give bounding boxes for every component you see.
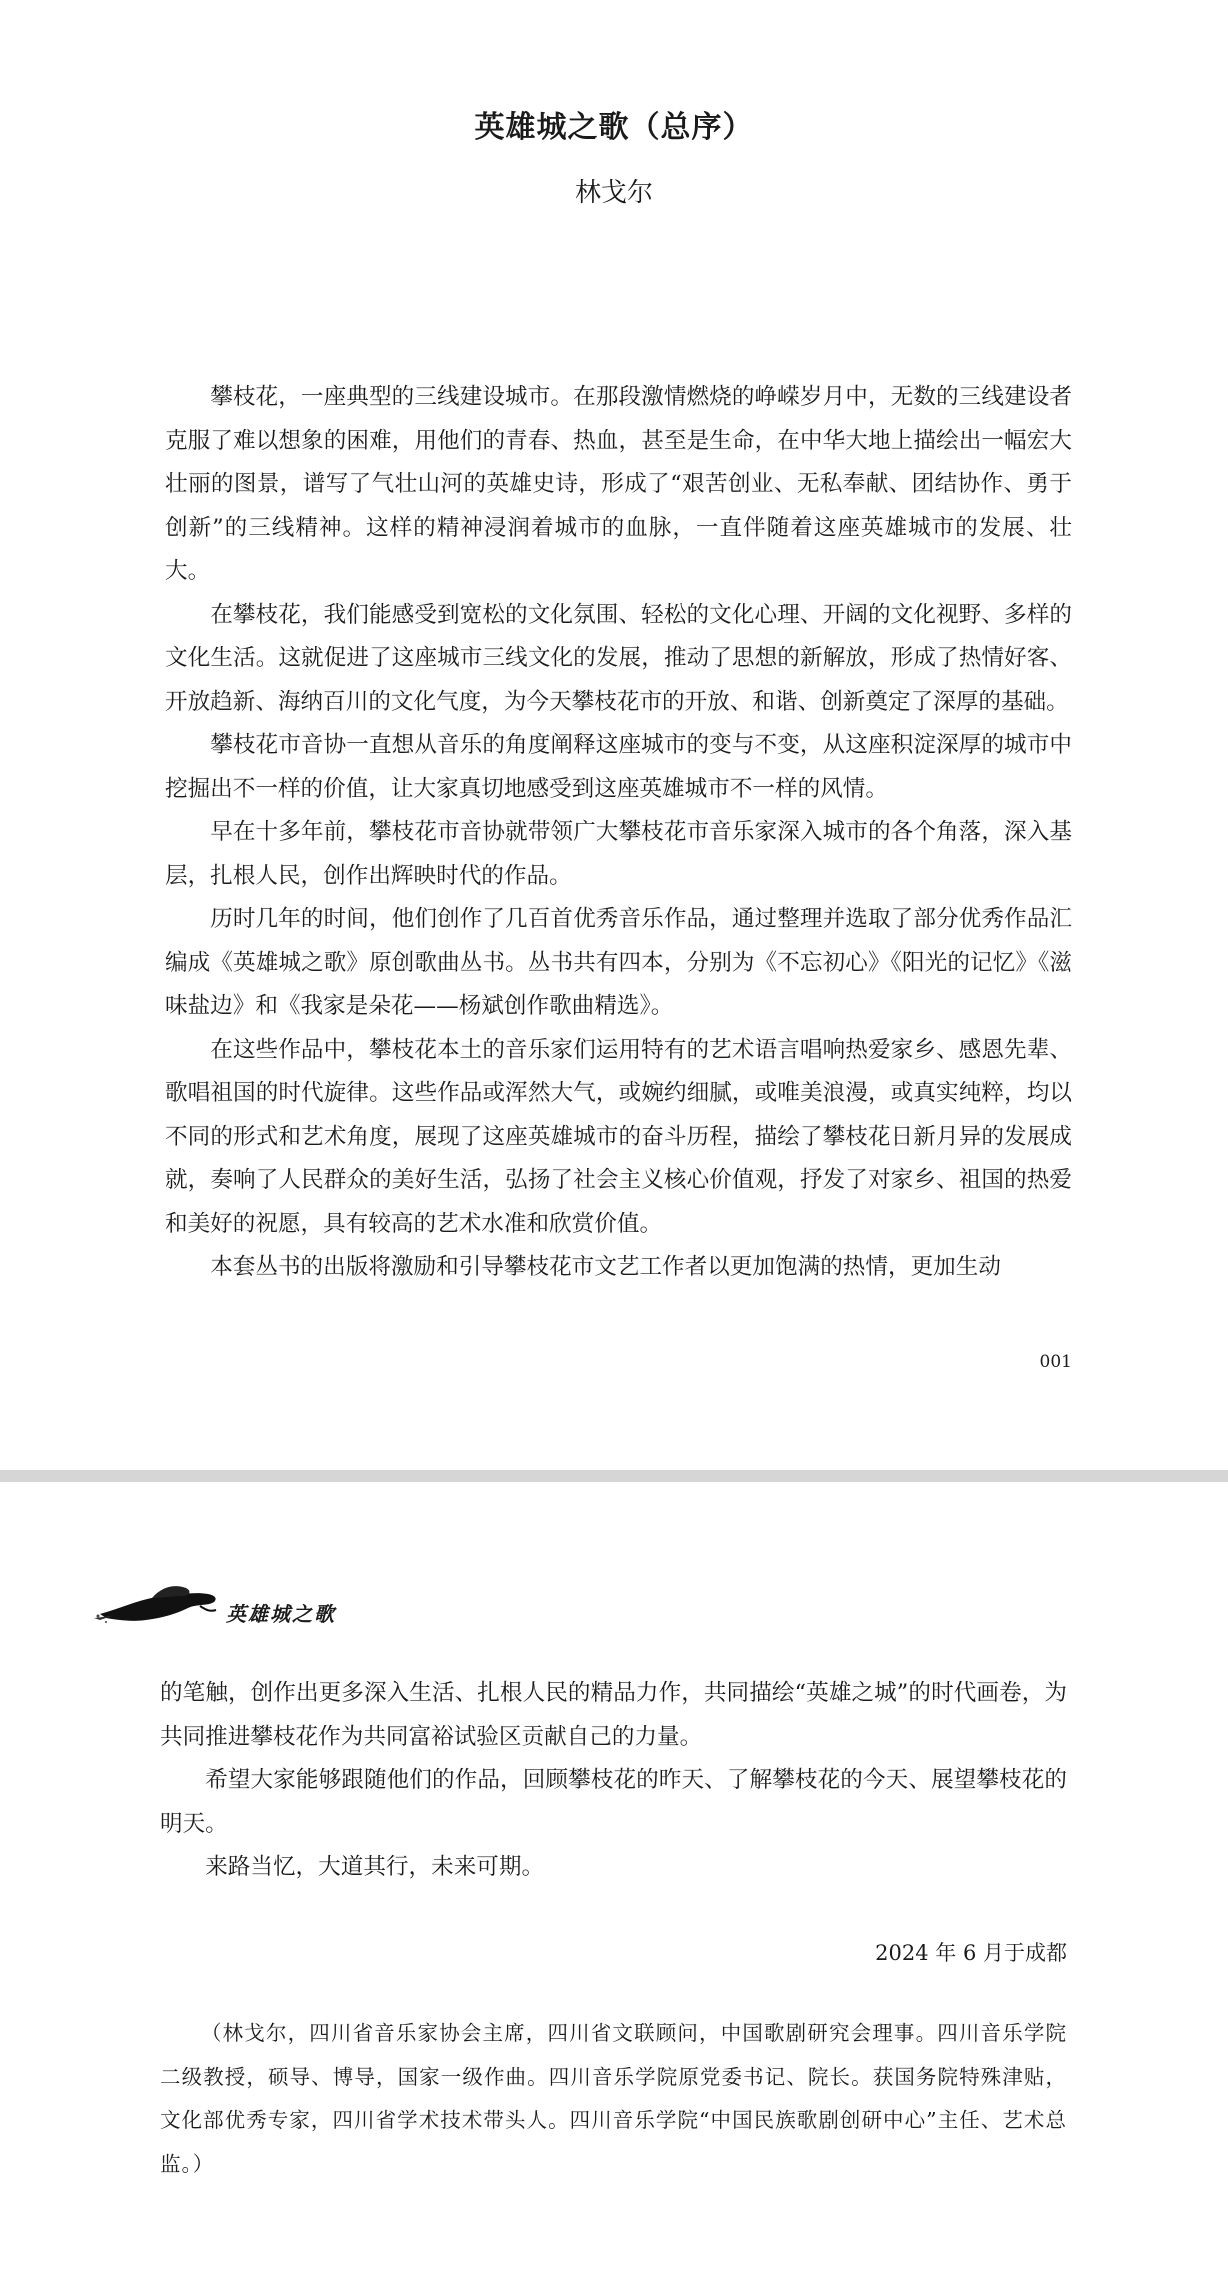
paragraph: 攀枝花，一座典型的三线建设城市。在那段激情燃烧的峥嵘岁月中，无数的三线建设者克服了难以想象的困难，用他们的青春、热血，甚至是生命，在中华大地上描绘出一幅宏大壮丽的图景，谱写了气壮山河的英雄史诗，形成了“艰苦创业、无私奉献、团结协作、勇于创新”的三线精神。这样的精神浸润着城市的血脉，一直伴随着这座英雄城市的发展、壮大。 [165,384,1072,584]
paragraph: 来路当忆，大道其行，未来可期。 [205,1854,545,1880]
paragraph: 希望大家能够跟随他们的作品，回顾攀枝花的昨天、了解攀枝花的今天、展望攀枝花的明天。 [160,1767,1067,1837]
paragraph: 早在十多年前，攀枝花市音协就带领广大攀枝花市音乐家深入城市的各个角落，深入基层，扎根人民，创作出辉映时代的作品。 [165,819,1072,889]
ink-brush-logo-icon [92,1580,222,1630]
paragraph: 在攀枝花，我们能感受到宽松的文化氛围、轻松的文化心理、开阔的文化视野、多样的文化生活。这就促进了这座城市三线文化的发展，推动了思想的新解放，形成了热情好客、开放趋新、海纳百川的文化气度，为今天攀枝花市的开放、和谐、创新奠定了深厚的基础。 [165,601,1072,715]
body-text-page-2 [160,1672,1067,1890]
date-signoff: 2024 年 6 月于成都 [875,1941,1067,1965]
page-separator [0,1470,1228,1482]
paragraph: 的笔触，创作出更多深入生活、扎根人民的精品力作，共同描绘“英雄之城”的时代画卷，为共同推进攀枝花作为共同富裕试验区贡献自己的力量。 [160,1680,1067,1750]
page-002 [0,1482,1228,2295]
paragraph: 历时几年的时间，他们创作了几百首优秀音乐作品，通过整理并选取了部分优秀作品汇编成《英雄城之歌》原创歌曲丛书。丛书共有四本，分别为《不忘初心》《阳光的记忆》《滋味盐边》和《我家是朵花——杨斌创作歌曲精选》。 [165,906,1072,1019]
author-name: 林戈尔 [574,178,653,208]
running-header-title: 英雄城之歌 [226,1602,336,1626]
document-title: 英雄城之歌（总序） [474,110,754,145]
paragraph: 在这些作品中，攀枝花本土的音乐家们运用特有的艺术语言唱响热爱家乡、感恩先辈、歌唱祖国的时代旋律。这些作品或浑然大气，或婉约细腻，或唯美浪漫，或真实纯粹，均以不同的形式和艺术角度，展现了这座英雄城市的奋斗历程，描绘了攀枝花日新月异的发展成就，奏响了人民群众的美好生活，弘扬了社会主义核心价值观，抒发了对家乡、祖国的热爱和美好的祝愿，具有较高的艺术水准和欣赏价值。 [165,1036,1072,1237]
page-number: 001 [1039,1352,1072,1372]
author-bio [160,2012,1067,2186]
paragraph: 攀枝花市音协一直想从音乐的角度阐释这座城市的变与不变，从这座积淀深厚的城市中挖掘出不一样的价值，让大家真切地感受到这座英雄城市不一样的风情。 [165,732,1072,802]
body-text-page-1 [165,376,1072,1290]
running-header [92,1580,352,1640]
bio-text: （林戈尔，四川省音乐家协会主席，四川省文联顾问，中国歌剧研究会理事。四川音乐学院二级教授，硕导、博导，国家一级作曲。四川音乐学院原党委书记、院长。获国务院特殊津贴，文化部优秀专家，四川省学术技术带头人。四川音乐学院“中国民族歌剧创研中心”主任、艺术总监。） [160,2021,1067,2176]
paragraph: 本套丛书的出版将激励和引导攀枝花市文艺工作者以更加饱满的热情，更加生动 [210,1254,1001,1280]
